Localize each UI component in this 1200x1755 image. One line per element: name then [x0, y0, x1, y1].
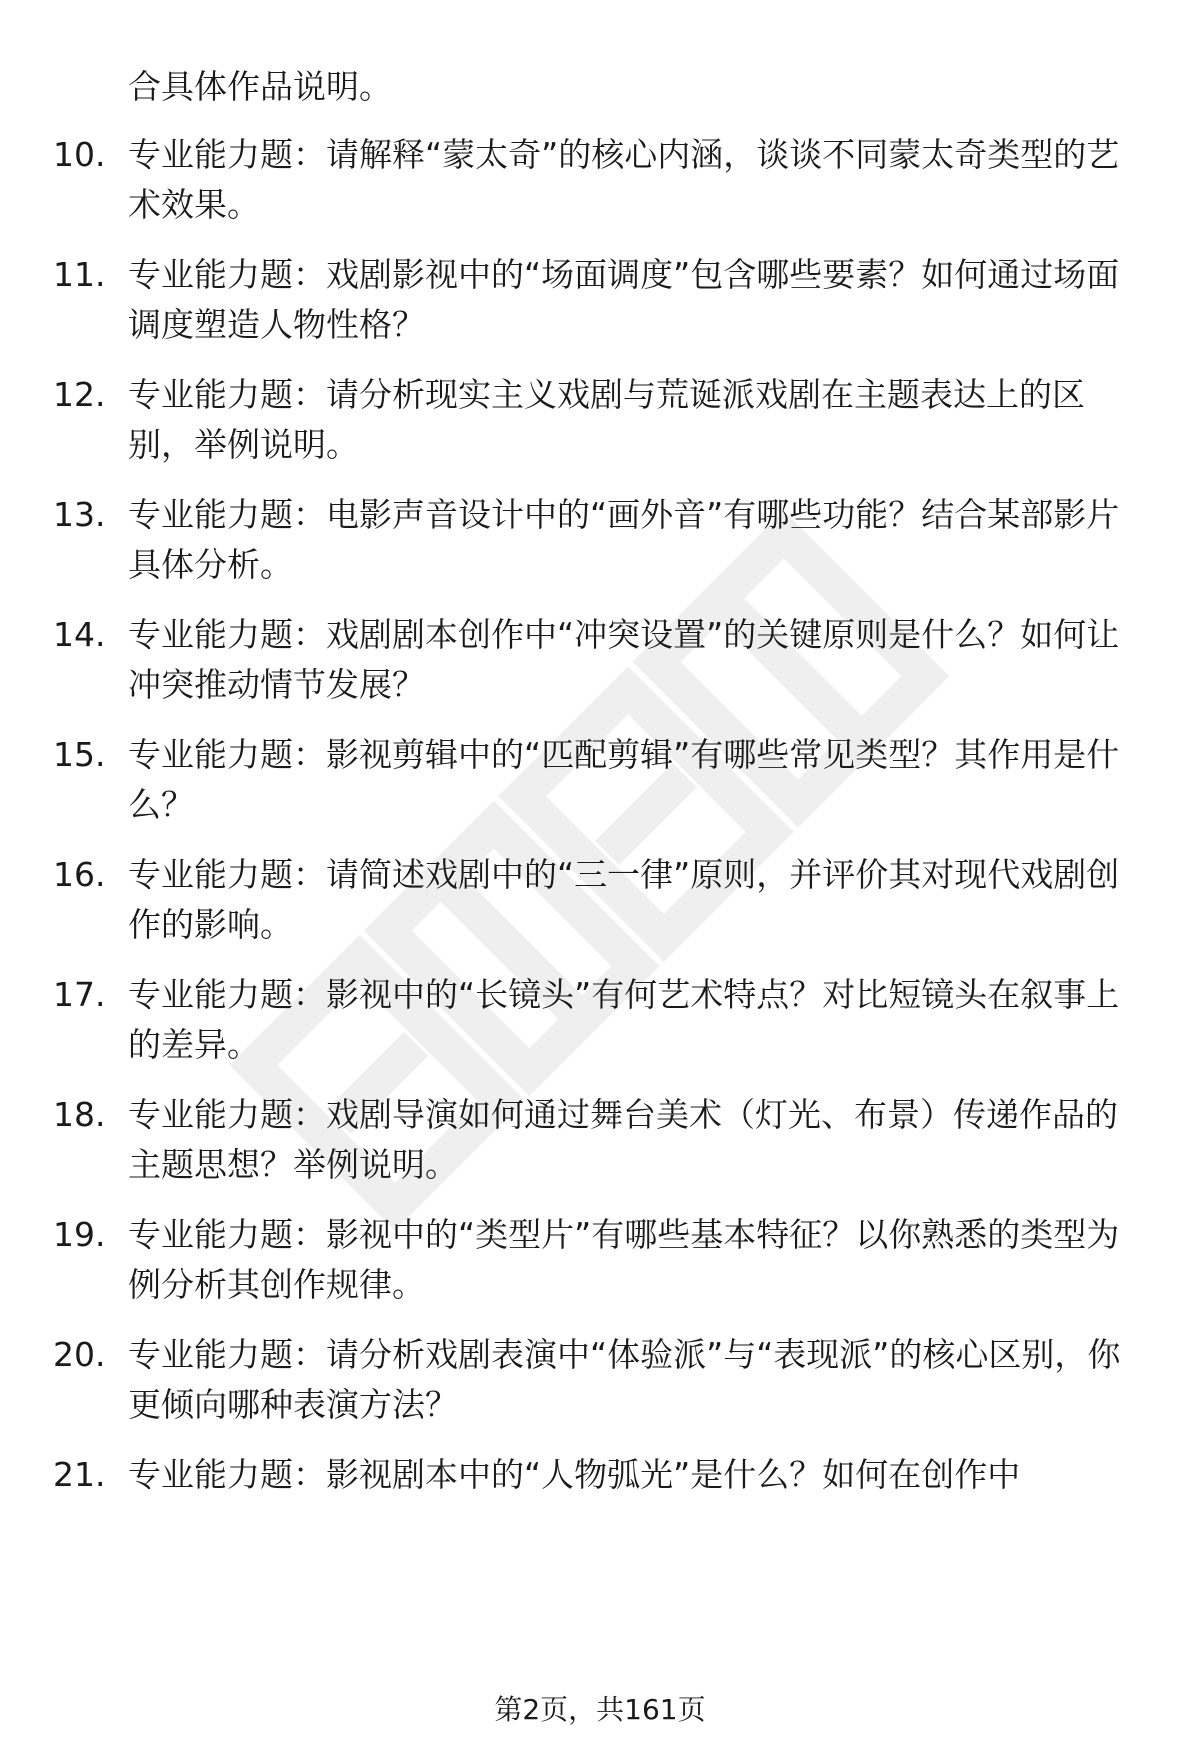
continuation-text: 合具体作品说明。 [128, 67, 392, 106]
question-number: 18. [53, 1095, 106, 1134]
question-text: 专业能力题：请分析现实主义戏剧与荒诞派戏剧在主题表达上的区别，举例说明。 [128, 375, 1085, 464]
question-text: 专业能力题：戏剧影视中的“场面调度”包含哪些要素？如何通过场面调度塑造人物性格？ [128, 255, 1120, 344]
question-text: 专业能力题：请简述戏剧中的“三一律”原则，并评价其对现代戏剧创作的影响。 [128, 855, 1120, 944]
question-text: 专业能力题：影视剪辑中的“匹配剪辑”有哪些常见类型？其作用是什么？ [128, 735, 1120, 824]
question-text: 专业能力题：戏剧导演如何通过舞台美术（灯光、布景）传递作品的主题思想？举例说明。 [128, 1095, 1118, 1184]
question-number: 13. [53, 495, 106, 534]
question-text: 专业能力题：电影声音设计中的“画外音”有哪些功能？结合某部影片具体分析。 [128, 495, 1120, 584]
question-text: 专业能力题：影视中的“类型片”有哪些基本特征？以你熟悉的类型为例分析其创作规律。 [128, 1215, 1120, 1304]
question-text: 专业能力题：戏剧剧本创作中“冲突设置”的关键原则是什么？如何让冲突推动情节发展？ [128, 615, 1120, 704]
question-text: 专业能力题：影视剧本中的“人物弧光”是什么？如何在创作中 [128, 1455, 1021, 1494]
question-text: 专业能力题：影视中的“长镜头”有何艺术特点？对比短镜头在叙事上的差异。 [128, 975, 1120, 1064]
question-number: 12. [53, 375, 106, 414]
question-number: 11. [53, 255, 106, 294]
question-number: 17. [53, 975, 106, 1014]
question-number: 16. [53, 855, 106, 894]
question-number: 19. [53, 1215, 106, 1254]
page-footer: 第2页，共161页 [494, 1693, 706, 1726]
question-number: 10. [53, 135, 106, 174]
question-text: 专业能力题：请分析戏剧表演中“体验派”与“表现派”的核心区别，你更倾向哪种表演方法？ [128, 1335, 1121, 1424]
question-number: 15. [53, 735, 106, 774]
question-text: 专业能力题：请解释“蒙太奇”的核心内涵，谈谈不同蒙太奇类型的艺术效果。 [128, 135, 1120, 224]
question-number: 21. [53, 1455, 106, 1494]
question-number: 14. [53, 615, 106, 654]
question-number: 20. [53, 1335, 106, 1374]
